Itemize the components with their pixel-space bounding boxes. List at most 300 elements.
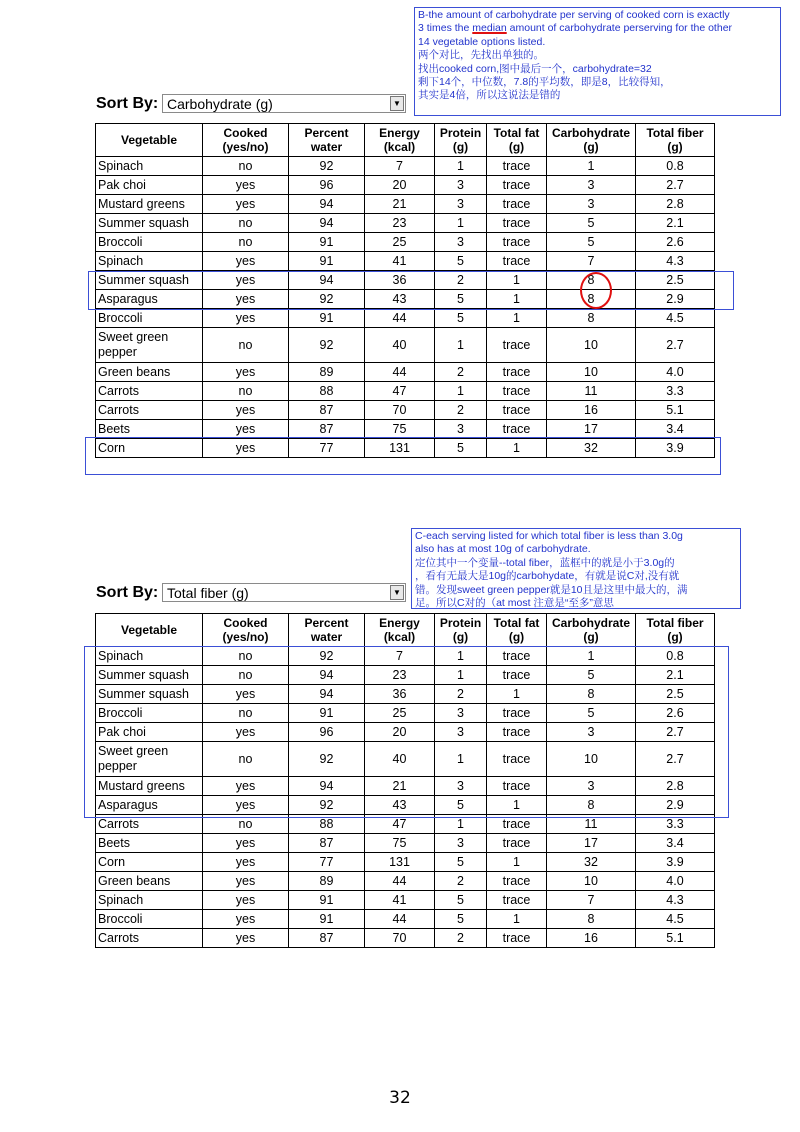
column-header-text: (kcal) — [383, 630, 416, 644]
cell-cooked: no — [203, 742, 289, 777]
cell-fat: 1 — [487, 309, 547, 328]
cell-water: 94 — [289, 685, 365, 704]
cell-protein: 2 — [435, 872, 487, 891]
table-row — [96, 834, 715, 853]
cell-fat: 1 — [487, 439, 547, 458]
cell-fiber: 2.9 — [636, 796, 715, 815]
column-header-carb[interactable] — [547, 124, 636, 157]
cell-carb: 5 — [547, 233, 636, 252]
note-c-line: 足。所以C对的（at most 注意是“至多”意思 — [415, 597, 614, 610]
cell-energy: 23 — [365, 666, 435, 685]
column-header-text: Total fat — [493, 126, 540, 140]
cell-name: Summer squash — [96, 666, 203, 685]
column-header-carb[interactable] — [547, 614, 636, 647]
cell-energy: 41 — [365, 252, 435, 271]
circle-mark-carb-8 — [580, 272, 612, 309]
cell-energy: 40 — [365, 742, 435, 777]
column-header-text: water — [310, 140, 343, 154]
cell-carb: 10 — [547, 872, 636, 891]
cell-water: 89 — [289, 872, 365, 891]
cell-protein: 3 — [435, 777, 487, 796]
table-row — [96, 439, 715, 458]
column-header-text: Total fiber — [646, 616, 704, 630]
cell-energy: 43 — [365, 290, 435, 309]
cell-protein: 3 — [435, 176, 487, 195]
cell-fiber: 2.9 — [636, 290, 715, 309]
cell-water: 94 — [289, 214, 365, 233]
cell-energy: 44 — [365, 363, 435, 382]
table-row — [96, 290, 715, 309]
column-header-water[interactable] — [289, 614, 365, 647]
cell-protein: 1 — [435, 214, 487, 233]
cell-fiber: 5.1 — [636, 401, 715, 420]
table-row — [96, 872, 715, 891]
cell-energy: 131 — [365, 439, 435, 458]
column-header-vegetable[interactable]: Vegetable — [96, 124, 203, 157]
cell-fiber: 2.7 — [636, 176, 715, 195]
column-header-text: Total fiber — [646, 126, 704, 140]
cell-fat: trace — [487, 401, 547, 420]
cell-protein: 2 — [435, 363, 487, 382]
cell-fat: 1 — [487, 290, 547, 309]
cell-protein: 3 — [435, 834, 487, 853]
note-b-text: 3 times the — [418, 22, 473, 35]
column-header-cooked[interactable] — [203, 614, 289, 647]
vegetable-table-2 — [95, 613, 715, 948]
table-row — [96, 704, 715, 723]
cell-carb: 17 — [547, 420, 636, 439]
column-header-text: Percent — [304, 126, 349, 140]
cell-fat: trace — [487, 929, 547, 948]
cell-carb: 3 — [547, 777, 636, 796]
cell-energy: 75 — [365, 420, 435, 439]
column-header-text: Carbohydrate — [551, 126, 631, 140]
cell-energy: 7 — [365, 647, 435, 666]
note-c-line: 定位其中一个变量--total fiber，蓝框中的就是小于3.0g的 — [415, 556, 675, 569]
cell-water: 77 — [289, 853, 365, 872]
cell-name: Broccoli — [96, 704, 203, 723]
table-row — [96, 401, 715, 420]
cell-fiber: 2.6 — [636, 233, 715, 252]
cell-cooked: yes — [203, 176, 289, 195]
cell-fiber: 2.8 — [636, 777, 715, 796]
cell-cooked: yes — [203, 910, 289, 929]
cell-water: 92 — [289, 157, 365, 176]
cell-cooked: yes — [203, 420, 289, 439]
cell-fat: trace — [487, 723, 547, 742]
cell-name: Spinach — [96, 647, 203, 666]
table-row — [96, 910, 715, 929]
cell-carb: 16 — [547, 929, 636, 948]
table-row — [96, 195, 715, 214]
cell-name: Sweet green pepper — [96, 742, 203, 777]
note-c-line: ，看有无最大是10g的carbohydate，有就是说C对,没有就 — [415, 570, 680, 583]
cell-name: Pak choi — [96, 723, 203, 742]
note-b-line: 两个对比，先找出单独的。 — [418, 49, 544, 62]
cell-water: 87 — [289, 834, 365, 853]
column-header-text: water — [310, 630, 343, 644]
cell-cooked: no — [203, 328, 289, 363]
cell-energy: 21 — [365, 777, 435, 796]
sort-row-2 — [96, 583, 406, 602]
cell-fiber: 4.0 — [636, 363, 715, 382]
cell-fat: trace — [487, 252, 547, 271]
cell-fat: trace — [487, 363, 547, 382]
cell-cooked: yes — [203, 891, 289, 910]
sort-select-1[interactable] — [162, 94, 406, 113]
cell-fat: 1 — [487, 853, 547, 872]
cell-water: 91 — [289, 309, 365, 328]
cell-fat: trace — [487, 157, 547, 176]
note-b-line: 其实是4倍，所以这说法是错的 — [418, 89, 561, 102]
table-row — [96, 363, 715, 382]
column-header-text: Percent — [304, 616, 349, 630]
cell-carb: 10 — [547, 742, 636, 777]
note-c-line: also has at most 10g of carbohydrate. — [415, 543, 591, 556]
table-row — [96, 647, 715, 666]
cell-protein: 3 — [435, 420, 487, 439]
note-b-line: 14 vegetable options listed. — [418, 35, 546, 48]
cell-carb: 32 — [547, 439, 636, 458]
cell-protein: 1 — [435, 157, 487, 176]
cell-protein: 2 — [435, 929, 487, 948]
column-header-text: Carbohydrate — [551, 616, 631, 630]
cell-water: 94 — [289, 271, 365, 290]
cell-protein: 2 — [435, 685, 487, 704]
cell-fat: trace — [487, 666, 547, 685]
cell-name: Beets — [96, 420, 203, 439]
cell-water: 88 — [289, 382, 365, 401]
table-row — [96, 815, 715, 834]
cell-cooked: no — [203, 704, 289, 723]
cell-name: Pak choi — [96, 176, 203, 195]
column-header-fat[interactable] — [487, 124, 547, 157]
cell-name: Spinach — [96, 252, 203, 271]
cell-energy: 20 — [365, 723, 435, 742]
cell-protein: 5 — [435, 290, 487, 309]
cell-water: 91 — [289, 252, 365, 271]
cell-fiber: 2.5 — [636, 685, 715, 704]
cell-energy: 23 — [365, 214, 435, 233]
cell-energy: 41 — [365, 891, 435, 910]
cell-water: 92 — [289, 647, 365, 666]
cell-fat: trace — [487, 233, 547, 252]
cell-fiber: 3.9 — [636, 853, 715, 872]
cell-carb: 3 — [547, 723, 636, 742]
sort-row-1 — [96, 94, 406, 113]
cell-fiber: 3.9 — [636, 439, 715, 458]
cell-energy: 20 — [365, 176, 435, 195]
table-row — [96, 176, 715, 195]
column-header-text: (g) — [508, 630, 525, 644]
column-header-text: Protein — [439, 126, 482, 140]
column-header-text: (g) — [452, 140, 469, 154]
table-row — [96, 685, 715, 704]
cell-cooked: no — [203, 666, 289, 685]
cell-fiber: 5.1 — [636, 929, 715, 948]
cell-protein: 5 — [435, 439, 487, 458]
table-row — [96, 666, 715, 685]
cell-name: Sweet green pepper — [96, 328, 203, 363]
cell-carb: 7 — [547, 891, 636, 910]
column-header-text: (yes/no) — [222, 630, 269, 644]
cell-energy: 70 — [365, 929, 435, 948]
cell-cooked: no — [203, 157, 289, 176]
cell-name: Mustard greens — [96, 777, 203, 796]
cell-protein: 3 — [435, 723, 487, 742]
column-header-text: Cooked — [223, 616, 268, 630]
cell-name: Carrots — [96, 929, 203, 948]
cell-energy: 44 — [365, 910, 435, 929]
cell-cooked: no — [203, 647, 289, 666]
sort-by-label: Sort By: — [96, 583, 159, 601]
column-header-vegetable[interactable]: Vegetable — [96, 614, 203, 647]
column-header-text: (g) — [583, 140, 599, 154]
cell-carb: 3 — [547, 195, 636, 214]
cell-fiber: 0.8 — [636, 157, 715, 176]
cell-carb: 3 — [547, 176, 636, 195]
cell-fat: trace — [487, 420, 547, 439]
column-header-text: Energy — [379, 126, 420, 140]
column-header-cooked[interactable] — [203, 124, 289, 157]
cell-fat: 1 — [487, 910, 547, 929]
cell-fat: trace — [487, 742, 547, 777]
cell-water: 91 — [289, 910, 365, 929]
cell-name: Carrots — [96, 401, 203, 420]
sort-select-2[interactable] — [162, 583, 406, 602]
cell-energy: 36 — [365, 271, 435, 290]
cell-cooked: yes — [203, 271, 289, 290]
cell-carb: 16 — [547, 401, 636, 420]
cell-name: Broccoli — [96, 309, 203, 328]
column-header-energy[interactable] — [365, 614, 435, 647]
cell-cooked: yes — [203, 929, 289, 948]
cell-protein: 1 — [435, 647, 487, 666]
cell-fat: trace — [487, 647, 547, 666]
table-row — [96, 271, 715, 290]
cell-energy: 25 — [365, 704, 435, 723]
cell-carb: 8 — [547, 685, 636, 704]
cell-fiber: 3.3 — [636, 382, 715, 401]
dropdown-arrow-icon[interactable]: ▼ — [390, 585, 404, 600]
cell-energy: 21 — [365, 195, 435, 214]
table-row — [96, 742, 715, 777]
sort-select-value: Carbohydrate (g) — [167, 95, 273, 112]
cell-fiber: 3.4 — [636, 420, 715, 439]
cell-fiber: 2.7 — [636, 742, 715, 777]
cell-energy: 44 — [365, 872, 435, 891]
cell-name: Spinach — [96, 157, 203, 176]
cell-protein: 3 — [435, 704, 487, 723]
cell-protein: 5 — [435, 891, 487, 910]
cell-protein: 1 — [435, 666, 487, 685]
cell-carb: 8 — [547, 290, 636, 309]
cell-cooked: yes — [203, 439, 289, 458]
column-header-text: Total fat — [493, 616, 540, 630]
cell-water: 92 — [289, 742, 365, 777]
cell-protein: 2 — [435, 271, 487, 290]
cell-water: 94 — [289, 195, 365, 214]
cell-protein: 5 — [435, 853, 487, 872]
sort-select-value: Total fiber (g) — [167, 584, 249, 601]
cell-cooked: yes — [203, 872, 289, 891]
column-header-text: (g) — [667, 140, 683, 154]
cell-cooked: yes — [203, 309, 289, 328]
column-header-text: Cooked — [223, 126, 268, 140]
table-row — [96, 309, 715, 328]
table-row — [96, 252, 715, 271]
cell-fiber: 4.0 — [636, 872, 715, 891]
cell-water: 96 — [289, 723, 365, 742]
cell-cooked: yes — [203, 853, 289, 872]
cell-water: 87 — [289, 929, 365, 948]
sort-by-label: Sort By: — [96, 94, 159, 112]
cell-name: Asparagus — [96, 290, 203, 309]
table-row — [96, 328, 715, 363]
cell-carb: 5 — [547, 666, 636, 685]
cell-cooked: no — [203, 382, 289, 401]
cell-cooked: yes — [203, 401, 289, 420]
note-b-line — [418, 22, 777, 35]
column-header-text: Energy — [379, 616, 420, 630]
cell-cooked: yes — [203, 685, 289, 704]
cell-water: 91 — [289, 891, 365, 910]
cell-energy: 131 — [365, 853, 435, 872]
column-header-energy[interactable] — [365, 124, 435, 157]
cell-name: Broccoli — [96, 233, 203, 252]
note-c-line: 错。发现sweet green pepper就是10且是这里中最大的，满 — [415, 583, 688, 596]
table-row — [96, 853, 715, 872]
table-row — [96, 214, 715, 233]
dropdown-arrow-icon[interactable]: ▼ — [390, 96, 404, 111]
cell-water: 87 — [289, 401, 365, 420]
cell-fiber: 4.5 — [636, 910, 715, 929]
cell-energy: 40 — [365, 328, 435, 363]
header-row — [96, 124, 715, 157]
cell-carb: 17 — [547, 834, 636, 853]
cell-fat: trace — [487, 872, 547, 891]
cell-name: Summer squash — [96, 271, 203, 290]
cell-protein: 5 — [435, 796, 487, 815]
cell-name: Beets — [96, 834, 203, 853]
table-row — [96, 723, 715, 742]
cell-cooked: yes — [203, 723, 289, 742]
vegetable-table-1 — [95, 123, 715, 458]
column-header-protein[interactable] — [435, 124, 487, 157]
table-row — [96, 929, 715, 948]
column-header-text: (g) — [583, 630, 599, 644]
column-header-text: (yes/no) — [222, 140, 269, 154]
cell-cooked: yes — [203, 195, 289, 214]
cell-fat: trace — [487, 891, 547, 910]
cell-protein: 2 — [435, 401, 487, 420]
cell-cooked: yes — [203, 834, 289, 853]
cell-cooked: yes — [203, 363, 289, 382]
cell-carb: 10 — [547, 363, 636, 382]
cell-name: Corn — [96, 853, 203, 872]
cell-carb: 7 — [547, 252, 636, 271]
cell-fat: trace — [487, 328, 547, 363]
table-row — [96, 382, 715, 401]
cell-fiber: 4.3 — [636, 891, 715, 910]
cell-fiber: 4.3 — [636, 252, 715, 271]
column-header-text: (g) — [667, 630, 683, 644]
cell-fiber: 4.5 — [636, 309, 715, 328]
cell-energy: 25 — [365, 233, 435, 252]
table-row — [96, 777, 715, 796]
cell-name: Spinach — [96, 891, 203, 910]
table-row — [96, 157, 715, 176]
header-row — [96, 614, 715, 647]
cell-carb: 5 — [547, 704, 636, 723]
cell-energy: 36 — [365, 685, 435, 704]
cell-energy: 43 — [365, 796, 435, 815]
cell-fat: 1 — [487, 796, 547, 815]
column-header-fiber[interactable] — [636, 614, 715, 647]
column-header-text: (g) — [452, 630, 469, 644]
cell-name: Carrots — [96, 382, 203, 401]
cell-energy: 70 — [365, 401, 435, 420]
cell-fiber: 2.5 — [636, 271, 715, 290]
column-header-fiber[interactable] — [636, 124, 715, 157]
column-header-text: (g) — [508, 140, 525, 154]
cell-protein: 1 — [435, 815, 487, 834]
cell-carb: 1 — [547, 647, 636, 666]
cell-carb: 8 — [547, 796, 636, 815]
cell-fat: trace — [487, 195, 547, 214]
cell-water: 77 — [289, 439, 365, 458]
cell-carb: 5 — [547, 214, 636, 233]
column-header-text: (kcal) — [383, 140, 416, 154]
note-c-line: C-each serving listed for which total fiber is less than 3.0g — [415, 530, 683, 542]
cell-energy: 47 — [365, 382, 435, 401]
cell-fiber: 2.1 — [636, 666, 715, 685]
cell-fat: trace — [487, 176, 547, 195]
table-row — [96, 891, 715, 910]
cell-water: 94 — [289, 666, 365, 685]
cell-energy: 44 — [365, 309, 435, 328]
cell-water: 91 — [289, 233, 365, 252]
cell-carb: 11 — [547, 382, 636, 401]
cell-fat: trace — [487, 704, 547, 723]
cell-energy: 75 — [365, 834, 435, 853]
cell-water: 87 — [289, 420, 365, 439]
cell-water: 94 — [289, 777, 365, 796]
cell-cooked: yes — [203, 777, 289, 796]
cell-water: 91 — [289, 704, 365, 723]
cell-name: Summer squash — [96, 214, 203, 233]
cell-name: Mustard greens — [96, 195, 203, 214]
note-b-line: 剩下14个，中位数，7.8的平均数，即是8，比较得知， — [418, 76, 671, 89]
cell-cooked: yes — [203, 796, 289, 815]
cell-energy: 7 — [365, 157, 435, 176]
cell-fiber: 0.8 — [636, 647, 715, 666]
page-number: 32 — [389, 1088, 411, 1108]
column-header-fat[interactable] — [487, 614, 547, 647]
column-header-protein[interactable] — [435, 614, 487, 647]
cell-fat: trace — [487, 382, 547, 401]
column-header-water[interactable] — [289, 124, 365, 157]
cell-name: Corn — [96, 439, 203, 458]
cell-fat: 1 — [487, 271, 547, 290]
cell-cooked: yes — [203, 290, 289, 309]
cell-carb: 1 — [547, 157, 636, 176]
column-header-text: Protein — [439, 616, 482, 630]
table-row — [96, 420, 715, 439]
cell-name: Green beans — [96, 363, 203, 382]
cell-protein: 1 — [435, 328, 487, 363]
cell-protein: 5 — [435, 309, 487, 328]
